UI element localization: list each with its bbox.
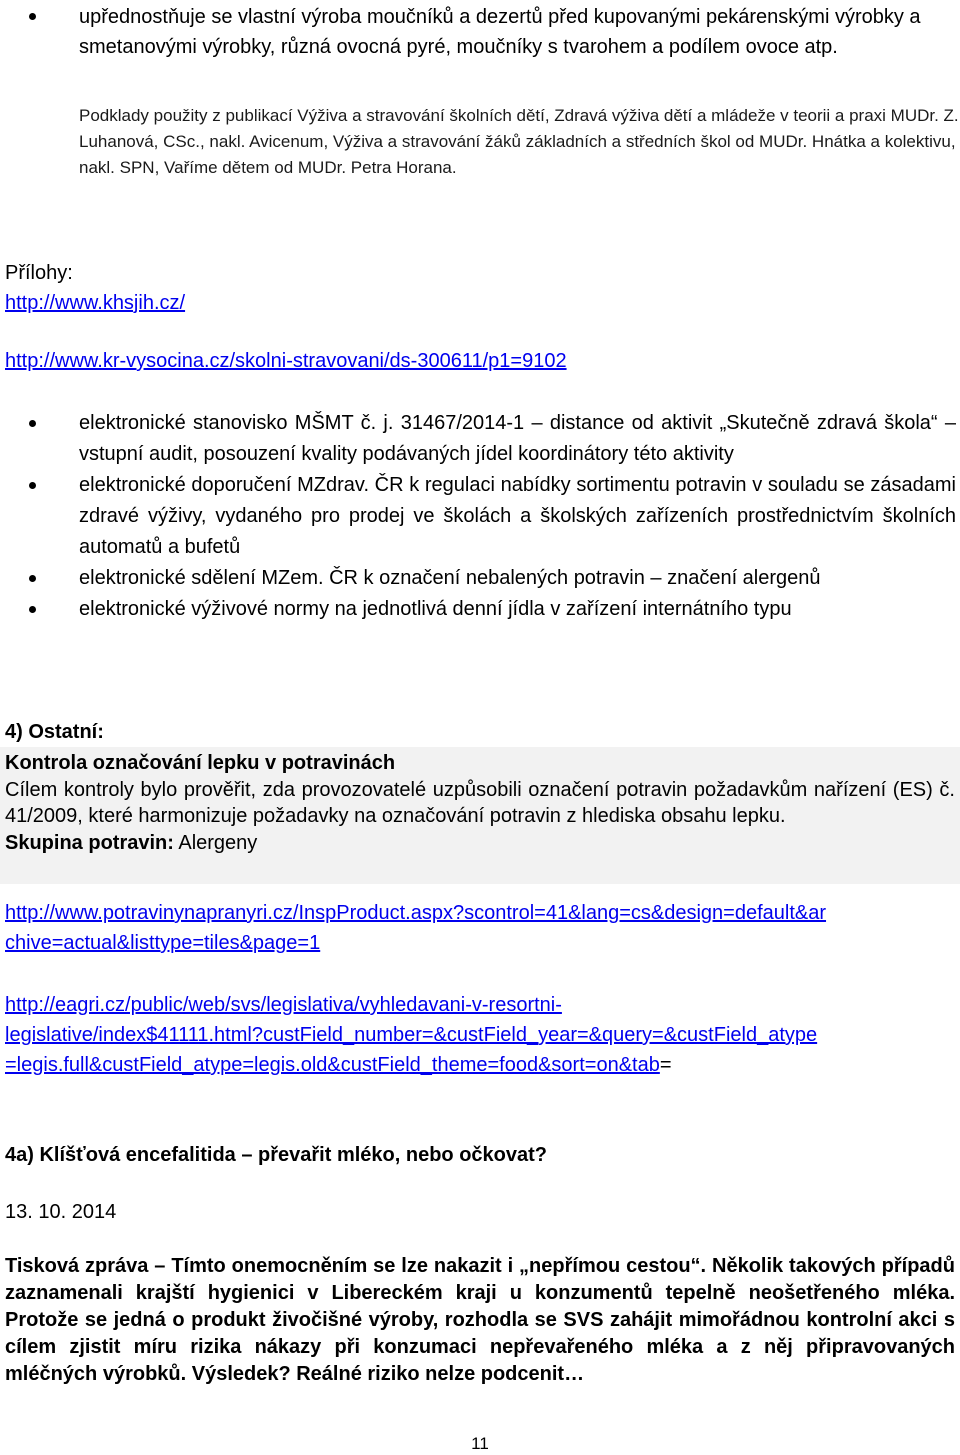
page-number: 11 [471, 1434, 489, 1453]
potraviny-link-line-1[interactable]: http://www.potravinynapranyri.cz/InspProduct.aspx?scontrol=41&lang=cs&design=default&ar [5, 902, 827, 924]
bullet-dot [29, 13, 36, 20]
list-item [0, 470, 960, 563]
food-group-label: Skupina potravin: [5, 831, 174, 854]
documents-list [0, 408, 960, 625]
list-item [0, 594, 960, 625]
gluten-control-block [5, 750, 955, 856]
section-4-heading: 4) Ostatní: [5, 721, 104, 743]
bullet-dot [29, 575, 36, 582]
food-group-value: Alergeny [173, 831, 258, 854]
list-item [0, 563, 960, 594]
attachment-link-khsjih[interactable]: http://www.khsjih.cz/ [5, 292, 186, 314]
top-bullet-list [0, 2, 960, 62]
section-4a-heading: 4a) Klíšťová encefalitida – převařit mléko, nebo očkovat? [5, 1144, 547, 1166]
press-release-text: Tisková zpráva – Tímto onemocněním se lze nakazit i „nepřímou cestou“. Několik takových případů zaznamenali krajští hygienici v Libereckém kraji u konzumentů tepelně neošetřeného mléka. Protože se jedná o produkt živočišné výroby, rozhodla se SVS zahájit mimořádnou kontrolní akci s cílem zjistit míru rizika nákazy při konzumaci nepřevařeného mléka a z něj připravovaných mléčných výrobků. Výsledek? Reálné riziko nelze podcenit… [5, 1255, 955, 1385]
eagri-link-line-3-wrapper [5, 1050, 672, 1080]
potraviny-link-line-2[interactable]: chive=actual&listtype=tiles&page=1 [5, 932, 321, 954]
bullet-text: upřednostňuje se vlastní výroba moučníků a dezertů před kupovanými pekárenskými výrobky a smetanovými výrobky, různá ovocná pyré, moučníky s tvarohem a podílem ovoce atp. [79, 6, 921, 58]
bullet-text: elektronické výživové normy na jednotlivá denní jídla v zařízení internátního typu [79, 598, 792, 620]
food-group-line [5, 830, 955, 857]
eagri-link-line-2[interactable]: legislative/index$41111.html?custField_number=&custField_year=&query=&custField_atype [5, 1024, 818, 1046]
list-item [0, 2, 960, 62]
eagri-link-tail: = [659, 1054, 672, 1076]
sources-note: Podklady použity z publikací Výživa a stravování školních dětí, Zdravá výživa dětí a mládeže v teorii a praxi MUDr. Z. Luhanová, CSc., nakl. Avicenum, Výživa a stravování žáků základních a středních škol od MUDr. Hnátka a kolektivu, nakl. SPN, Vaříme dětem od MUDr. Petra Horana. [79, 106, 959, 177]
bullet-dot [29, 482, 36, 489]
attachment-link-kr-vysocina[interactable]: http://www.kr-vysocina.cz/skolni-stravovani/ds-300611/p1=9102 [5, 350, 567, 372]
bullet-dot [29, 606, 36, 613]
press-date: 13. 10. 2014 [5, 1201, 117, 1223]
eagri-link-line-3[interactable]: =legis.full&custField_atype=legis.old&custField_theme=food&sort=on&tab [5, 1054, 660, 1076]
attachments-label: Přílohy: [5, 262, 73, 284]
bullet-dot [29, 420, 36, 427]
eagri-link-line-1[interactable]: http://eagri.cz/public/web/svs/legislativa/vyhledavani-v-resortni- [5, 994, 562, 1016]
gluten-title: Kontrola označování lepku v potravinách [5, 752, 396, 774]
bullet-text: elektronické doporučení MZdrav. ČR k regulaci nabídky sortimentu potravin v souladu se zásadami zdravé výživy, vydaného pro prodej ve školách a školských zařízeních prostřednictvím školních automatů a bufetů [79, 474, 956, 558]
list-item [0, 408, 960, 470]
bullet-text: elektronické sdělení MZem. ČR k označení nebalených potravin – značení alergenů [79, 567, 821, 589]
bullet-text: elektronické stanovisko MŠMT č. j. 31467/2014-1 – distance od aktivit „Skutečně zdravá škola“ – vstupní audit, posouzení kvality podávaných jídel koordinátory této aktivity [79, 412, 956, 465]
gluten-text: Cílem kontroly bylo prověřit, zda provozovatelé uzpůsobili označení potravin požadavkům nařízení (ES) č. 41/2009, které harmonizuje požadavky na označování potravin z hlediska obsahu lepku. [5, 778, 955, 827]
